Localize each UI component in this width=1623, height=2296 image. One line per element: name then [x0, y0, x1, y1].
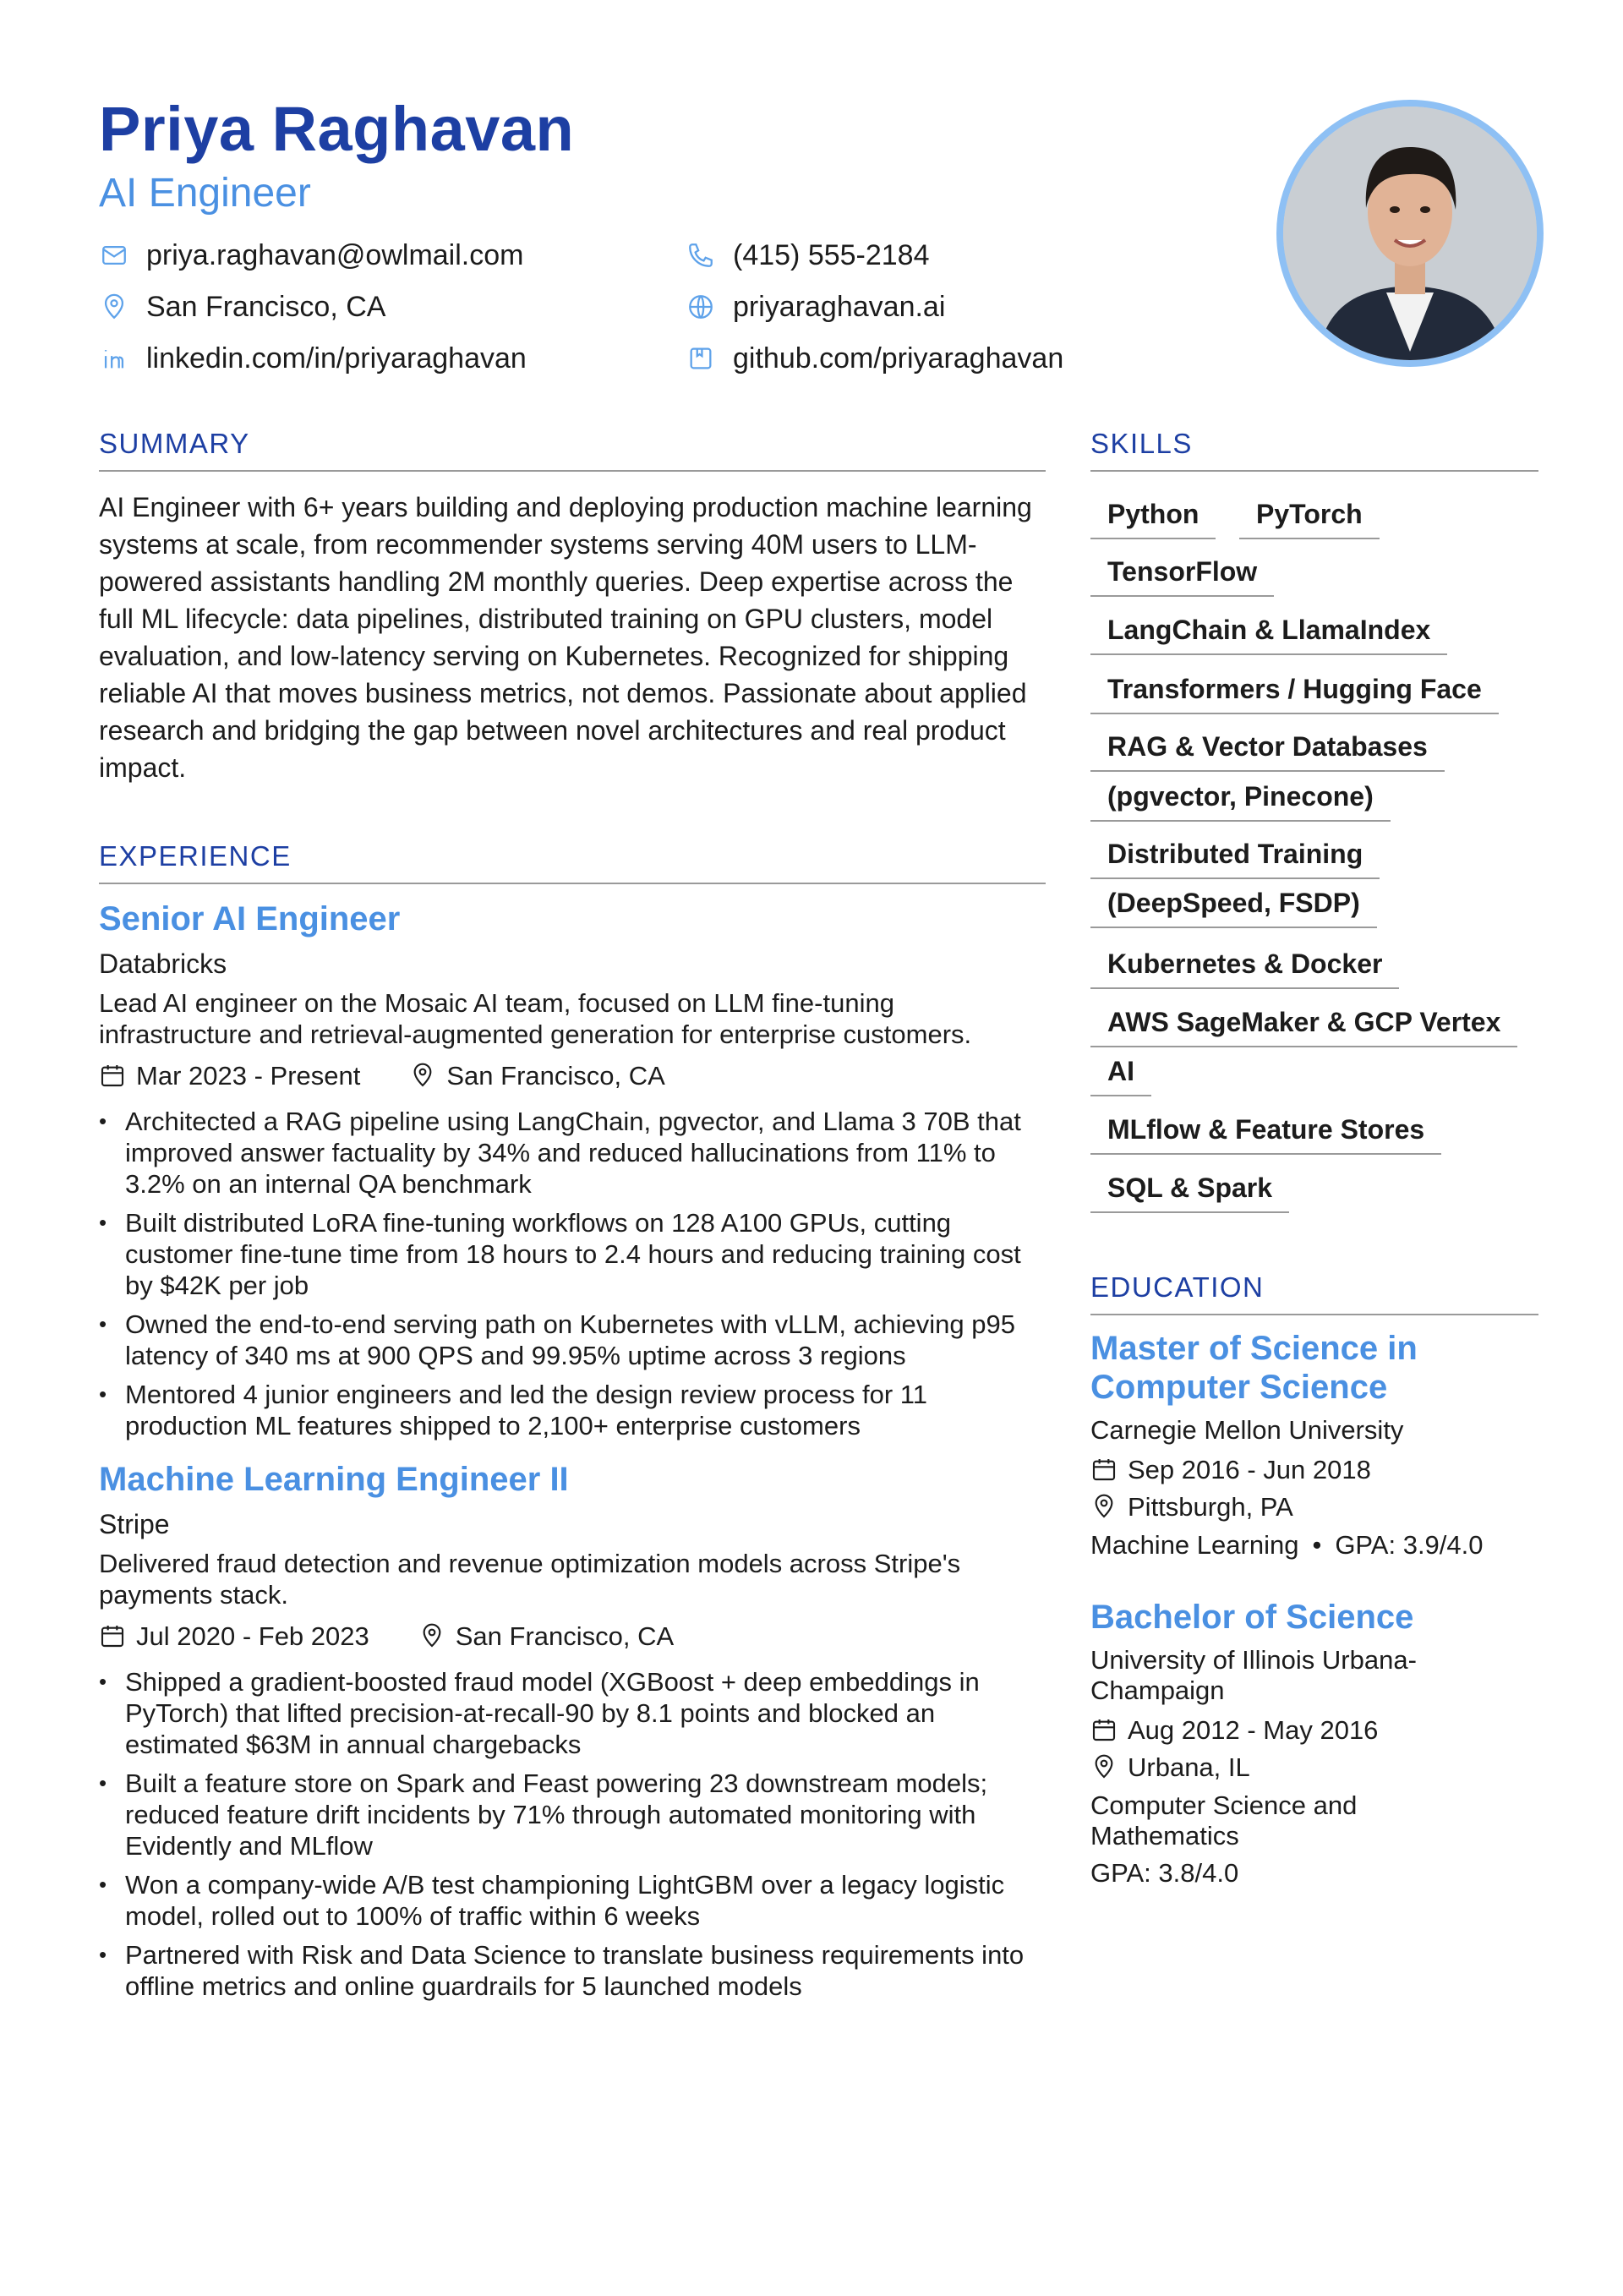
education-dates: Sep 2016 - Jun 2018	[1128, 1454, 1371, 1484]
education-degree: Master of Science in Computer Science	[1090, 1330, 1418, 1406]
skill-tag: MLflow & Feature Stores	[1090, 1116, 1441, 1155]
contact-email-text: priya.raghavan@owlmail.com	[146, 239, 524, 271]
skills-divider	[1090, 470, 1538, 472]
contact-location	[99, 292, 385, 322]
job-bullet: • Built distributed LoRA fine-tuning workflows on 128 A100 GPUs, cutting customer fine-tune time from 18 hours to 2.4 hours and reducing training cost by $42K per job	[99, 1207, 1046, 1301]
contact-website[interactable]	[686, 292, 945, 322]
summary-divider	[99, 470, 1046, 472]
phone-icon	[686, 240, 716, 271]
contact-website-text: priyaraghavan.ai	[733, 291, 946, 323]
skill-tag: Kubernetes & Docker	[1090, 950, 1399, 989]
location-pin-icon	[1090, 1753, 1118, 1780]
education-field-gpa	[1090, 1530, 1547, 1561]
job-company: Stripe	[99, 1509, 170, 1539]
education-dates-row	[1090, 1456, 1547, 1483]
education-location: Pittsburgh, PA	[1128, 1491, 1293, 1522]
skill-tag: Distributed Training	[1090, 840, 1380, 879]
contact-location-text: San Francisco, CA	[146, 291, 386, 323]
education-school: University of Illinois Urbana-Champaign	[1090, 1645, 1417, 1705]
job-meta	[99, 1622, 1046, 1649]
skills-heading: SKILLS	[1090, 428, 1193, 459]
profile-photo-image	[1283, 107, 1537, 360]
job-bullet: • Owned the end-to-end serving path on Kubernetes with vLLM, achieving p95 latency of 340 ms at 900 QPS and 99.95% uptime across 3 regions	[99, 1309, 1046, 1371]
skill-tag: AWS SageMaker & GCP Vertex	[1090, 1009, 1517, 1047]
skill-tag: SQL & Spark	[1090, 1174, 1289, 1213]
contact-linkedin[interactable]	[99, 343, 527, 374]
education-gpa: GPA: 3.9/4.0	[1335, 1530, 1484, 1560]
education-field: Machine Learning	[1090, 1530, 1299, 1560]
experience-entry	[99, 899, 1046, 1449]
separator-dot: •	[1312, 1530, 1322, 1560]
education-field: Computer Science and Mathematics	[1090, 1790, 1358, 1850]
education-entry	[1090, 1598, 1547, 1889]
job-bullet: • Built a feature store on Spark and Feast powering 23 downstream models; reduced feature drift incidents by 71% through automated monitoring with Evidently and MLflow	[99, 1768, 1046, 1861]
job-bullet: • Partnered with Risk and Data Science to translate business requirements into offline metrics and online guardrails for 5 launched models	[99, 1939, 1046, 2002]
contact-github-text: github.com/priyaraghavan	[733, 342, 1064, 374]
job-location: San Francisco, CA	[455, 1621, 675, 1651]
job-bullets	[99, 1666, 1046, 2002]
experience-heading: EXPERIENCE	[99, 840, 292, 872]
job-meta	[99, 1062, 1046, 1089]
education-dates: Aug 2012 - May 2016	[1128, 1714, 1379, 1745]
job-bullet: • Won a company-wide A/B test championing LightGBM over a legacy logistic model, rolled out to 100% of traffic within 6 weeks	[99, 1869, 1046, 1932]
calendar-icon	[1090, 1716, 1118, 1743]
experience-entry	[99, 1460, 1046, 2009]
skill-tag: AI	[1090, 1058, 1151, 1096]
location-pin-icon	[409, 1062, 436, 1089]
skill-tag: PyTorch	[1239, 500, 1380, 539]
skill-tag: RAG & Vector Databases	[1090, 733, 1445, 772]
job-bullets	[99, 1106, 1046, 1441]
job-bullet: • Shipped a gradient-boosted fraud model (XGBoost + deep embeddings in PyTorch) that lifted precision-at-recall-90 by 8.1 points and blocked an estimated $63M in annual chargebacks	[99, 1666, 1046, 1760]
globe-icon	[686, 292, 716, 322]
skill-tag: (pgvector, Pinecone)	[1090, 783, 1391, 822]
skill-tag: Python	[1090, 500, 1216, 539]
job-dates: Jul 2020 - Feb 2023	[136, 1621, 369, 1651]
education-school: Carnegie Mellon University	[1090, 1415, 1404, 1445]
candidate-name: Priya Raghavan	[99, 94, 575, 164]
job-dates: Mar 2023 - Present	[136, 1060, 361, 1091]
education-location: Urbana, IL	[1128, 1752, 1250, 1782]
summary-text: AI Engineer with 6+ years building and deploying production machine learning systems at scale, from recommender systems serving 40M users to LLM-powered assistants handling 2M monthly queries. Deep expertise across the full ML lifecycle: data pipelines, distributed training on GPU clusters, model evaluation, and low-latency serving on Kubernetes. Recognized for shipping reliable AI that moves business metrics, not demos. Passionate about applied research and bridging the gap between novel architectures and real product impact.	[99, 492, 1032, 783]
calendar-icon	[99, 1062, 126, 1089]
location-pin-icon	[99, 292, 129, 322]
contact-linkedin-text: linkedin.com/in/priyaraghavan	[146, 342, 527, 374]
summary-heading: SUMMARY	[99, 428, 250, 459]
contact-github[interactable]	[686, 343, 1063, 374]
linkedin-icon	[99, 343, 129, 374]
education-entry	[1090, 1329, 1547, 1561]
contact-phone[interactable]	[686, 240, 930, 271]
skill-tag: TensorFlow	[1090, 558, 1274, 597]
skill-tag: Transformers / Hugging Face	[1090, 675, 1499, 714]
mail-icon	[99, 240, 129, 271]
job-title: Machine Learning Engineer II	[99, 1461, 569, 1498]
education-heading: EDUCATION	[1090, 1271, 1265, 1303]
contact-email[interactable]	[99, 240, 523, 271]
github-icon	[686, 343, 716, 374]
location-pin-icon	[1090, 1493, 1118, 1520]
education-location-row	[1090, 1493, 1547, 1520]
job-description: Delivered fraud detection and revenue optimization models across Stripe's payments stack.	[99, 1549, 961, 1610]
job-bullet: • Architected a RAG pipeline using LangChain, pgvector, and Llama 3 70B that improved answer factuality by 34% and reduced hallucinations from 11% to 3.2% on an internal QA benchmark	[99, 1106, 1046, 1200]
job-company: Databricks	[99, 948, 227, 979]
job-bullet: • Mentored 4 junior engineers and led the design review process for 11 production ML features shipped to 2,100+ enterprise customers	[99, 1379, 1046, 1441]
calendar-icon	[99, 1622, 126, 1649]
skill-tag: (DeepSpeed, FSDP)	[1090, 889, 1377, 928]
skill-tag: LangChain & LlamaIndex	[1090, 616, 1447, 655]
experience-divider	[99, 883, 1046, 884]
education-dates-row	[1090, 1716, 1547, 1743]
contact-phone-text: (415) 555-2184	[733, 239, 930, 271]
education-location-row	[1090, 1753, 1547, 1780]
job-location: San Francisco, CA	[446, 1060, 665, 1091]
education-divider	[1090, 1314, 1538, 1315]
job-title: Senior AI Engineer	[99, 900, 401, 938]
profile-photo	[1276, 100, 1544, 367]
job-description: Lead AI engineer on the Mosaic AI team, focused on LLM fine-tuning infrastructure and retrieval-augmented generation for enterprise customers.	[99, 988, 972, 1049]
education-gpa: GPA: 3.8/4.0	[1090, 1858, 1239, 1888]
calendar-icon	[1090, 1456, 1118, 1483]
location-pin-icon	[418, 1622, 445, 1649]
education-degree: Bachelor of Science	[1090, 1599, 1414, 1636]
candidate-headline: AI Engineer	[99, 171, 311, 216]
